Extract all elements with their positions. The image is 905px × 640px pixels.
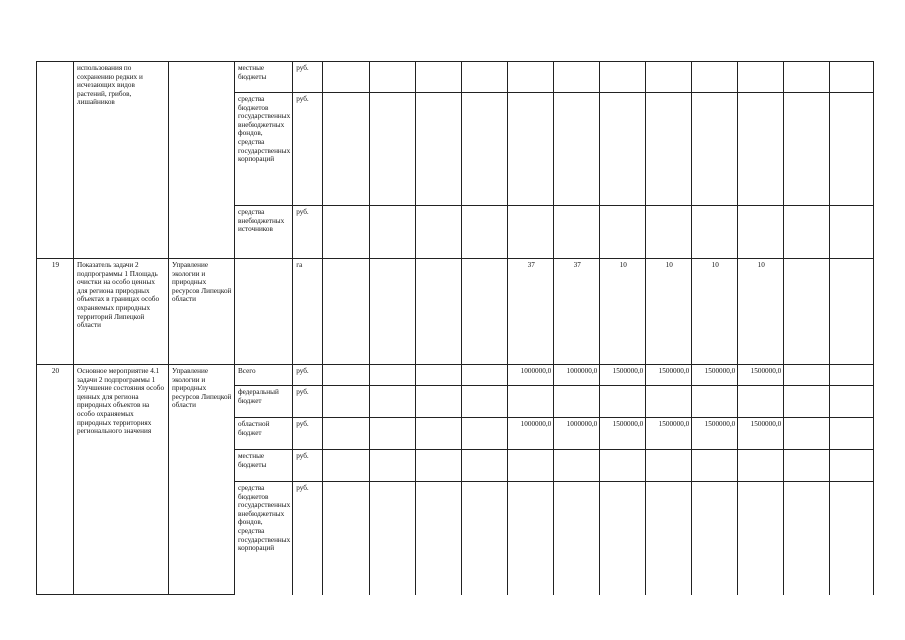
value-cell bbox=[600, 450, 646, 482]
value-cell bbox=[323, 365, 370, 386]
value-cell bbox=[646, 386, 692, 418]
value-cell bbox=[692, 450, 738, 482]
table-row bbox=[37, 365, 874, 386]
value-cell bbox=[370, 365, 416, 386]
value-cell bbox=[646, 450, 692, 482]
value-cell bbox=[370, 418, 416, 450]
value-cell: 1000000,0 bbox=[554, 365, 600, 386]
value-cell: 1500000,0 bbox=[600, 365, 646, 386]
value-cell bbox=[692, 62, 738, 93]
value-cell bbox=[738, 93, 784, 206]
table-row bbox=[37, 62, 874, 93]
value-cell bbox=[462, 482, 508, 595]
value-cell bbox=[462, 259, 508, 365]
value-cell bbox=[508, 62, 554, 93]
source-label-cell: областной бюджет bbox=[235, 418, 293, 450]
value-cell bbox=[323, 482, 370, 595]
row-name-cell: использования по сохранению редких и исчезающих видов растений, грибов, лишайников bbox=[74, 62, 169, 259]
row-name-cell: Показатель задачи 2 подпрограммы 1 Площадь очистки на особо ценных для региона природных объектах в границах особо охраняемых природных территорий Липецкой области bbox=[74, 259, 169, 365]
value-cell bbox=[784, 62, 830, 93]
value-cell: 1500000,0 bbox=[646, 365, 692, 386]
value-cell bbox=[830, 418, 874, 450]
value-cell: 37 bbox=[508, 259, 554, 365]
value-cell: 10 bbox=[600, 259, 646, 365]
value-cell bbox=[600, 386, 646, 418]
value-cell bbox=[646, 62, 692, 93]
source-label-cell: местные бюджеты bbox=[235, 62, 293, 93]
value-cell bbox=[323, 386, 370, 418]
value-cell bbox=[554, 62, 600, 93]
value-cell bbox=[323, 418, 370, 450]
value-cell bbox=[738, 482, 784, 595]
value-cell bbox=[784, 365, 830, 386]
source-label-cell: средства бюджетов государственных внебюджетных фондов, средства государственных корпораций bbox=[235, 93, 293, 206]
value-cell bbox=[462, 450, 508, 482]
value-cell: 1500000,0 bbox=[692, 365, 738, 386]
row-number-cell: 20 bbox=[37, 365, 74, 595]
value-cell bbox=[784, 206, 830, 259]
row-number-cell: 19 bbox=[37, 259, 74, 365]
value-cell: 10 bbox=[692, 259, 738, 365]
value-cell bbox=[646, 482, 692, 595]
value-cell: 1500000,0 bbox=[738, 365, 784, 386]
value-cell: 10 bbox=[738, 259, 784, 365]
source-label-cell: средства бюджетов государственных внебюджетных фондов, средства государственных корпораций bbox=[235, 482, 293, 595]
unit-cell: руб. bbox=[293, 450, 323, 482]
unit-cell: руб. bbox=[293, 365, 323, 386]
value-cell bbox=[646, 206, 692, 259]
source-label-cell: средства внебюджетных источников bbox=[235, 206, 293, 259]
value-cell bbox=[370, 62, 416, 93]
row-number-cell bbox=[37, 62, 74, 259]
value-cell bbox=[323, 93, 370, 206]
value-cell bbox=[830, 62, 874, 93]
value-cell bbox=[370, 482, 416, 595]
unit-cell: руб. bbox=[293, 386, 323, 418]
value-cell bbox=[416, 259, 462, 365]
value-cell bbox=[646, 93, 692, 206]
unit-cell: га bbox=[293, 259, 323, 365]
value-cell bbox=[416, 365, 462, 386]
value-cell bbox=[416, 482, 462, 595]
value-cell bbox=[554, 450, 600, 482]
value-cell: 1500000,0 bbox=[600, 418, 646, 450]
source-label-cell: Всего bbox=[235, 365, 293, 386]
value-cell bbox=[416, 93, 462, 206]
value-cell bbox=[462, 418, 508, 450]
value-cell bbox=[323, 259, 370, 365]
value-cell bbox=[830, 365, 874, 386]
value-cell bbox=[508, 482, 554, 595]
value-cell bbox=[830, 386, 874, 418]
value-cell bbox=[370, 450, 416, 482]
value-cell bbox=[462, 62, 508, 93]
value-cell: 1000000,0 bbox=[554, 418, 600, 450]
value-cell bbox=[784, 418, 830, 450]
value-cell bbox=[784, 450, 830, 482]
value-cell bbox=[738, 62, 784, 93]
value-cell bbox=[323, 450, 370, 482]
value-cell bbox=[692, 93, 738, 206]
row-executor-cell: Управление экологии и природных ресурсов Липецкой области bbox=[169, 259, 235, 365]
value-cell bbox=[370, 93, 416, 206]
value-cell bbox=[738, 386, 784, 418]
value-cell bbox=[738, 450, 784, 482]
value-cell: 1500000,0 bbox=[692, 418, 738, 450]
value-cell bbox=[416, 450, 462, 482]
value-cell bbox=[554, 482, 600, 595]
value-cell bbox=[554, 386, 600, 418]
value-cell bbox=[462, 386, 508, 418]
program-table bbox=[36, 61, 874, 595]
value-cell bbox=[554, 93, 600, 206]
value-cell bbox=[738, 206, 784, 259]
value-cell bbox=[323, 62, 370, 93]
source-label-cell: федеральный бюджет bbox=[235, 386, 293, 418]
value-cell bbox=[462, 365, 508, 386]
source-label-cell: местные бюджеты bbox=[235, 450, 293, 482]
value-cell bbox=[830, 206, 874, 259]
source-label-cell bbox=[235, 259, 293, 365]
value-cell bbox=[508, 386, 554, 418]
value-cell bbox=[830, 450, 874, 482]
value-cell bbox=[830, 482, 874, 595]
value-cell bbox=[370, 386, 416, 418]
unit-cell: руб. bbox=[293, 93, 323, 206]
table-row bbox=[37, 259, 874, 365]
value-cell bbox=[830, 93, 874, 206]
unit-cell: руб. bbox=[293, 206, 323, 259]
value-cell bbox=[416, 62, 462, 93]
value-cell bbox=[784, 386, 830, 418]
value-cell bbox=[692, 386, 738, 418]
row-executor-cell bbox=[169, 62, 235, 259]
value-cell bbox=[462, 93, 508, 206]
value-cell bbox=[462, 206, 508, 259]
value-cell bbox=[508, 206, 554, 259]
value-cell: 1000000,0 bbox=[508, 365, 554, 386]
value-cell bbox=[784, 93, 830, 206]
value-cell bbox=[692, 482, 738, 595]
value-cell: 1500000,0 bbox=[646, 418, 692, 450]
value-cell bbox=[600, 482, 646, 595]
row-executor-cell: Управление экологии и природных ресурсов Липецкой области bbox=[169, 365, 235, 595]
value-cell: 37 bbox=[554, 259, 600, 365]
value-cell bbox=[416, 206, 462, 259]
unit-cell: руб. bbox=[293, 418, 323, 450]
value-cell bbox=[784, 482, 830, 595]
value-cell bbox=[416, 386, 462, 418]
value-cell: 1500000,0 bbox=[738, 418, 784, 450]
value-cell bbox=[508, 450, 554, 482]
value-cell bbox=[370, 259, 416, 365]
value-cell bbox=[508, 93, 554, 206]
value-cell bbox=[370, 206, 416, 259]
unit-cell: руб. bbox=[293, 482, 323, 595]
value-cell bbox=[830, 259, 874, 365]
value-cell bbox=[416, 418, 462, 450]
value-cell: 1000000,0 bbox=[508, 418, 554, 450]
row-name-cell: Основное мероприятие 4.1 задачи 2 подпрограммы 1 Улучшение состояния особо ценных для региона природных объектов на особо охраняемых природных территориях регионального значения bbox=[74, 365, 169, 595]
value-cell bbox=[600, 93, 646, 206]
value-cell bbox=[692, 206, 738, 259]
value-cell bbox=[554, 206, 600, 259]
value-cell bbox=[600, 62, 646, 93]
value-cell bbox=[784, 259, 830, 365]
value-cell bbox=[600, 206, 646, 259]
value-cell bbox=[323, 206, 370, 259]
value-cell: 10 bbox=[646, 259, 692, 365]
unit-cell: руб. bbox=[293, 62, 323, 93]
